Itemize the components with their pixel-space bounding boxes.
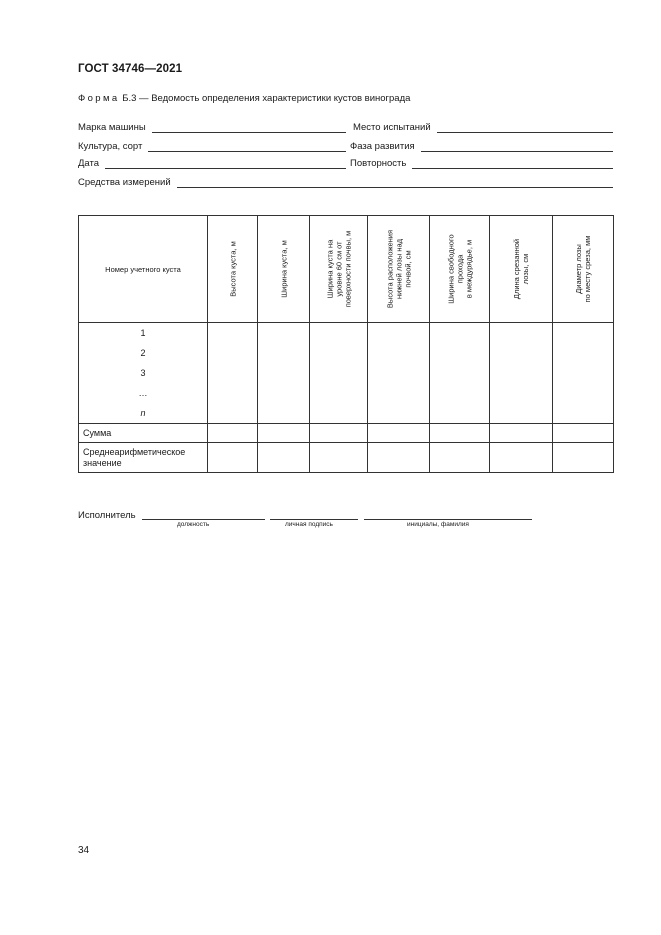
mean-cell[interactable] [310, 443, 368, 473]
row-number-2: 2 [140, 348, 146, 358]
sum-cell[interactable] [258, 424, 310, 443]
header-col-7-line-2: по месту среза, мм [583, 235, 592, 303]
field-crop-line[interactable] [148, 140, 346, 152]
header-col-3-line-2: уровне 60 см от [334, 241, 343, 297]
header-col-5-line-3: в междурядье, м [464, 239, 473, 299]
field-test-site-label: Место испытаний [353, 122, 431, 133]
signature-caption: личная подпись [285, 521, 333, 528]
header-col-7-line-1: Диаметр лозы [574, 244, 583, 294]
field-phase-label: Фаза развития [350, 141, 415, 152]
header-col-6 [490, 216, 553, 323]
header-col-4 [368, 216, 430, 323]
field-test-site [353, 121, 613, 133]
data-cell[interactable] [208, 323, 258, 424]
header-col-1 [208, 216, 258, 323]
field-instruments [78, 176, 613, 188]
form-title-text: — Ведомость определения характеристики кустов винограда [136, 93, 411, 104]
position-caption: должность [177, 521, 210, 528]
mean-cell[interactable] [258, 443, 310, 473]
header-col-5-line-1: Ширина свободного [446, 234, 455, 304]
header-col-3-line-3: поверхности почвы, м [343, 230, 352, 308]
field-machine-line[interactable] [152, 121, 346, 133]
field-phase [350, 140, 613, 152]
sum-cell[interactable] [553, 424, 614, 443]
form-title-prefix: Форма [78, 93, 120, 104]
header-bush-number-text: Номер учетного куста [105, 264, 181, 274]
data-cell[interactable] [368, 323, 430, 424]
field-repeat-line[interactable] [412, 157, 613, 169]
sum-cell[interactable] [430, 424, 490, 443]
field-test-site-line[interactable] [437, 121, 613, 133]
sum-cell[interactable] [310, 424, 368, 443]
sum-cell[interactable] [368, 424, 430, 443]
mean-cell[interactable] [490, 443, 553, 473]
data-cell[interactable] [490, 323, 553, 424]
header-col-6-line-2: лозы, см [521, 253, 530, 285]
field-machine [78, 121, 346, 133]
mean-label [79, 443, 208, 473]
signature-line[interactable] [270, 519, 358, 520]
field-phase-line[interactable] [421, 140, 613, 152]
header-col-2-text: Ширина куста, м [279, 240, 288, 298]
field-date [78, 157, 346, 169]
data-cell[interactable] [553, 323, 614, 424]
data-cell[interactable] [258, 323, 310, 424]
sum-label: Сумма [79, 424, 208, 443]
header-col-2 [258, 216, 310, 323]
row-number-3: 3 [140, 368, 146, 378]
measurements-table [78, 215, 614, 473]
header-col-1-text: Высота куста, м [228, 241, 237, 297]
mean-cell[interactable] [368, 443, 430, 473]
field-crop-label: Культура, сорт [78, 141, 143, 152]
field-instruments-label: Средства измерений [78, 177, 171, 188]
field-date-line[interactable] [105, 157, 346, 169]
field-date-label: Дата [78, 158, 100, 169]
standard-code: ГОСТ 34746—2021 [78, 63, 183, 75]
sum-cell[interactable] [208, 424, 258, 443]
row-number-n: n [140, 408, 146, 418]
name-line[interactable] [364, 519, 532, 520]
mean-label-line-2: значение [83, 457, 122, 468]
field-machine-label: Марка машины [78, 122, 146, 133]
executor-label: Исполнитель [78, 510, 136, 521]
header-col-6-line-1: Длина срезанной [512, 238, 521, 300]
form-title [78, 93, 410, 104]
mean-cell[interactable] [553, 443, 614, 473]
data-cell[interactable] [430, 323, 490, 424]
name-caption: инициалы, фамилия [407, 521, 469, 528]
row-numbers-cell [79, 323, 208, 424]
data-cell[interactable] [310, 323, 368, 424]
page-number: 34 [78, 845, 90, 856]
header-col-3 [310, 216, 368, 323]
header-col-5 [430, 216, 490, 323]
header-col-4-line-3: почвой, см [403, 250, 412, 288]
mean-cell[interactable] [208, 443, 258, 473]
field-repeat [350, 157, 613, 169]
mean-cell[interactable] [430, 443, 490, 473]
mean-label-line-1: Среднеарифметическое [83, 446, 186, 457]
header-col-3-line-1: Ширина куста на [325, 239, 334, 299]
header-col-4-line-1: Высота расположения [385, 229, 394, 309]
field-crop [78, 140, 346, 152]
header-col-7 [553, 216, 614, 323]
row-number-ellipsis: … [138, 388, 148, 398]
form-title-number: Б.3 [122, 93, 137, 104]
sum-cell[interactable] [490, 424, 553, 443]
field-repeat-label: Повторность [350, 158, 407, 169]
header-col-5-line-2: прохода [455, 254, 464, 284]
field-instruments-line[interactable] [177, 176, 613, 188]
position-line[interactable] [142, 519, 265, 520]
header-col-4-line-2: нижней лозы над [394, 238, 403, 300]
header-bush-number [79, 216, 208, 323]
row-number-1: 1 [140, 328, 146, 338]
